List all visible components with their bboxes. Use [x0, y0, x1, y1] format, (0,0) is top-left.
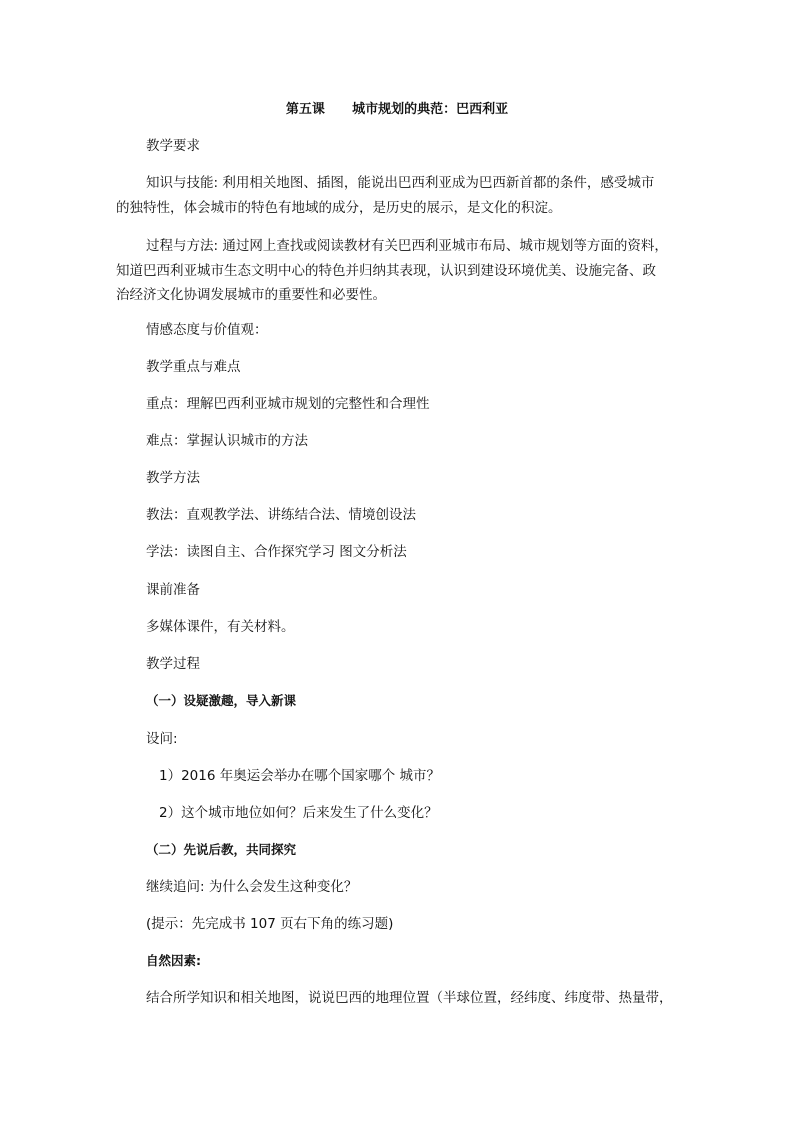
follow-up-question: 继续追问: 为什么会发生这种变化？	[146, 879, 358, 895]
hint-text: (提示：先完成书 107 页右下角的练习题)	[146, 916, 394, 932]
learning-method: 学法：读图自主、合作探究学习 图文分析法	[146, 544, 407, 560]
preparation-text: 多媒体课件，有关材料。	[146, 619, 295, 635]
knowledge-skills-line-1: 知识与技能: 利用相关地图、插图，能说出巴西利亚成为巴西新首都的条件，感受城市	[146, 175, 655, 191]
question-label: 设问:	[146, 731, 178, 747]
teaching-requirements-heading: 教学要求	[146, 138, 200, 154]
teaching-method: 教法：直观教学法、讲练结合法、情境创设法	[146, 507, 416, 523]
natural-factors-text: 结合所学知识和相关地图，说说巴西的地理位置（半球位置，经纬度、纬度带、热量带，	[146, 990, 673, 1006]
knowledge-skills-line-2: 的独特性，体会城市的特色有地域的成分，是历史的展示，是文化的积淀。	[116, 200, 562, 216]
question-1: 1）2016 年奥运会举办在哪个国家哪个 城市？	[159, 768, 441, 784]
process-methods-line-2: 知道巴西利亚城市生态文明中心的特色并归纳其表现，认识到建设环境优美、设施完备、政	[116, 263, 656, 279]
key-point: 重点：理解巴西利亚城市规划的完整性和合理性	[146, 396, 430, 412]
preparation-heading: 课前准备	[146, 582, 200, 598]
process-methods-line-3: 治经济文化协调发展城市的重要性和必要性。	[116, 287, 386, 303]
lesson-title: 第五课 城市规划的典范：巴西利亚	[285, 102, 509, 117]
difficult-point: 难点：掌握认识城市的方法	[146, 433, 308, 449]
methods-heading: 教学方法	[146, 470, 200, 486]
key-difficult-heading: 教学重点与难点	[146, 359, 241, 375]
attitude-values: 情感态度与价值观：	[146, 322, 268, 338]
process-methods-line-1: 过程与方法: 通过网上查找或阅读教材有关巴西利亚城市布局、城市规划等方面的资料，	[146, 238, 668, 254]
process-heading: 教学过程	[146, 656, 200, 672]
section-1-heading: （一）设疑激趣，导入新课	[146, 693, 297, 708]
question-2: 2）这个城市地位如何？后来发生了什么变化？	[159, 805, 438, 821]
natural-factors-heading: 自然因素:	[146, 953, 201, 968]
section-2-heading: （二）先说后教，共同探究	[146, 842, 297, 857]
